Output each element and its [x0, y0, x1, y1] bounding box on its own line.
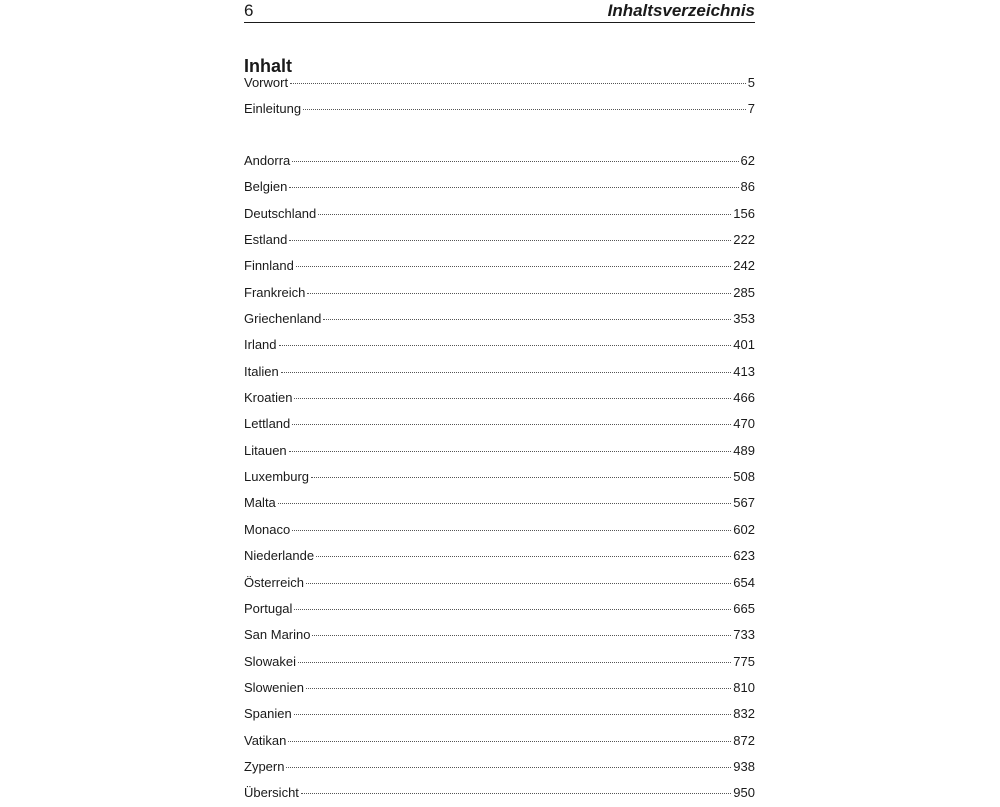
toc-heading: Inhalt	[244, 56, 292, 77]
toc-entry[interactable]	[244, 543, 755, 569]
toc-entry[interactable]	[244, 148, 755, 174]
toc-entry-title: Vorwort	[244, 75, 289, 90]
toc-entry-title: Übersicht	[244, 785, 299, 801]
dot-leader	[288, 741, 731, 742]
toc-entry[interactable]	[244, 385, 755, 411]
toc-entry-page-number: 950	[733, 785, 755, 801]
toc-entry-page-number: 938	[733, 758, 755, 774]
toc-entry[interactable]	[244, 675, 755, 701]
dot-leader	[298, 662, 731, 663]
dot-leader	[311, 477, 731, 478]
toc-entry-title: Portugal	[244, 600, 293, 616]
toc-entry-title: Kroatien	[244, 390, 293, 406]
toc-entry[interactable]	[244, 306, 755, 332]
toc-entry-page-number: 401	[733, 337, 755, 353]
toc-entry[interactable]	[244, 490, 755, 516]
dot-leader	[292, 424, 731, 425]
dot-leader	[312, 635, 731, 636]
dot-leader	[289, 240, 731, 241]
dot-leader	[301, 793, 731, 794]
toc-entry-page-number: 466	[733, 390, 755, 406]
dot-leader	[306, 688, 731, 689]
dot-leader	[290, 83, 746, 84]
toc-entry-title: Spanien	[244, 706, 292, 722]
toc-entry-page-number: 222	[733, 232, 755, 248]
dot-leader	[296, 266, 731, 267]
toc-entry[interactable]	[244, 464, 755, 490]
toc-entry-page-number: 7	[747, 101, 755, 117]
toc-entry-page-number: 872	[733, 732, 755, 748]
toc-entry-page-number: 665	[733, 600, 755, 616]
dot-leader	[292, 530, 731, 531]
toc-entry-page-number: 285	[733, 284, 755, 300]
dot-leader	[307, 293, 731, 294]
toc-entry-title: Zypern	[244, 758, 285, 774]
dot-leader	[294, 398, 731, 399]
document-page	[244, 0, 755, 800]
dot-leader	[303, 109, 746, 110]
toc-entry-title: Malta	[244, 495, 276, 511]
toc-entry[interactable]	[244, 728, 755, 754]
dot-leader	[306, 583, 731, 584]
toc-front-matter-list	[244, 70, 755, 123]
dot-leader	[294, 609, 731, 610]
dot-leader	[323, 319, 731, 320]
running-title: Inhaltsverzeichnis	[607, 1, 755, 20]
toc-entry-page-number: 775	[733, 653, 755, 669]
toc-entry-page-number: 602	[733, 521, 755, 537]
toc-entry-title: Slowenien	[244, 679, 304, 695]
toc-country-list	[244, 148, 755, 807]
toc-entry-page-number: 733	[733, 627, 755, 643]
toc-entry[interactable]	[244, 253, 755, 279]
toc-entry-page-number: 470	[733, 416, 755, 432]
page-number: 6	[244, 1, 254, 20]
dot-leader	[279, 345, 732, 346]
toc-entry-title: Deutschland	[244, 205, 317, 221]
toc-entry-page-number: 413	[733, 363, 755, 379]
toc-entry-title: Luxemburg	[244, 469, 310, 485]
toc-entry[interactable]	[244, 96, 755, 122]
toc-entry-title: Slowakei	[244, 653, 297, 669]
toc-entry[interactable]	[244, 227, 755, 253]
toc-entry-page-number: 62	[740, 153, 755, 168]
toc-entry-title: Litauen	[244, 442, 287, 458]
toc-entry[interactable]	[244, 570, 755, 596]
toc-entry[interactable]	[244, 174, 755, 200]
toc-entry-page-number: 489	[733, 442, 755, 458]
dot-leader	[289, 187, 738, 188]
toc-entry-title: Vatikan	[244, 732, 287, 748]
toc-entry-title: San Marino	[244, 627, 311, 643]
toc-entry-title: Belgien	[244, 179, 288, 195]
toc-entry[interactable]	[244, 622, 755, 648]
toc-entry-title: Griechenland	[244, 311, 322, 327]
toc-entry-page-number: 654	[733, 574, 755, 590]
toc-entry-page-number: 5	[747, 75, 755, 90]
toc-entry-title: Finnland	[244, 258, 294, 274]
dot-leader	[281, 372, 732, 373]
dot-leader	[278, 503, 732, 504]
dot-leader	[318, 214, 731, 215]
toc-entry-title: Irland	[244, 337, 277, 353]
toc-entry-title: Estland	[244, 232, 288, 248]
toc-entry[interactable]	[244, 70, 755, 96]
toc-entry-title: Lettland	[244, 416, 291, 432]
toc-entry[interactable]	[244, 438, 755, 464]
toc-entry-title: Andorra	[244, 153, 291, 168]
toc-entry-title: Frankreich	[244, 284, 306, 300]
toc-entry[interactable]	[244, 411, 755, 437]
toc-entry-page-number: 508	[733, 469, 755, 485]
toc-entry[interactable]	[244, 649, 755, 675]
toc-entry[interactable]	[244, 701, 755, 727]
dot-leader	[292, 161, 738, 162]
toc-entry-page-number: 567	[733, 495, 755, 511]
toc-entry-page-number: 810	[733, 679, 755, 695]
toc-entry[interactable]	[244, 359, 755, 385]
toc-entry[interactable]	[244, 332, 755, 358]
toc-entry[interactable]	[244, 780, 755, 806]
toc-entry[interactable]	[244, 280, 755, 306]
toc-entry-title: Italien	[244, 363, 279, 379]
running-head	[244, 0, 755, 23]
toc-entry-page-number: 623	[733, 548, 755, 564]
dot-leader	[294, 714, 732, 715]
toc-entry-title: Niederlande	[244, 548, 315, 564]
toc-entry-title: Monaco	[244, 521, 291, 537]
dot-leader	[286, 767, 731, 768]
toc-entry-title: Einleitung	[244, 101, 302, 117]
toc-entry-page-number: 86	[740, 179, 755, 195]
dot-leader	[316, 556, 731, 557]
toc-entry[interactable]	[244, 201, 755, 227]
toc-entry-title: Österreich	[244, 574, 304, 590]
toc-entry-page-number: 832	[733, 706, 755, 722]
toc-entry-page-number: 242	[733, 258, 755, 274]
toc-entry-page-number: 353	[733, 311, 755, 327]
dot-leader	[289, 451, 732, 452]
toc-entry-page-number: 156	[733, 205, 755, 221]
toc-entry[interactable]	[244, 517, 755, 543]
toc-entry[interactable]	[244, 596, 755, 622]
toc-entry[interactable]	[244, 754, 755, 780]
